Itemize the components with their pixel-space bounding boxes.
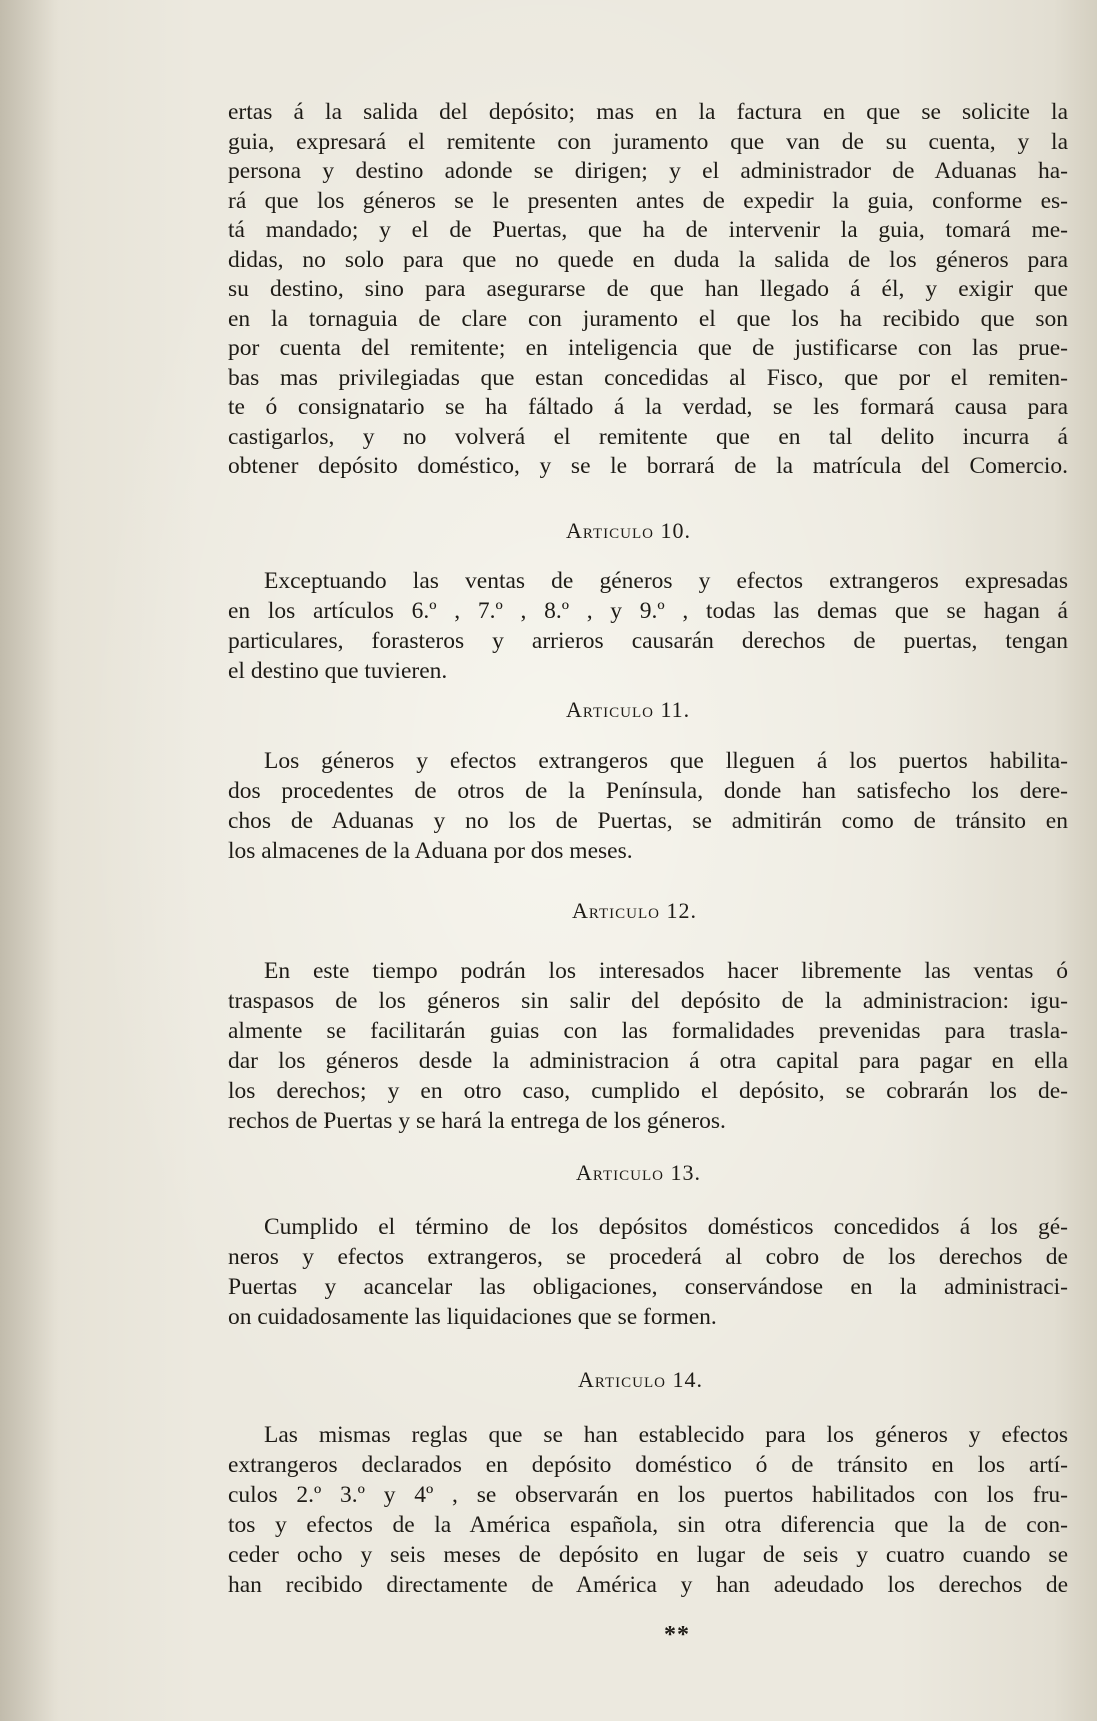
intro-line: guia, expresará el remitente con juramento que van de su cuenta, y la — [228, 128, 1068, 155]
article-line: en los artículos 6.º , 7.º , 8.º , y 9.º , todas las demas que se hagan á — [228, 598, 1068, 624]
intro-line: didas, no solo para que no quede en duda la salida de los géneros para — [228, 246, 1068, 273]
article-line: almente se facilitarán guias con las formalidades prevenidas para trasla- — [228, 1018, 1068, 1044]
page-edge-shadow — [0, 0, 60, 1721]
article-10-body — [228, 566, 1068, 686]
article-line: culos 2.º 3.º y 4º , se observarán en los puertos habilitados con los fru- — [228, 1482, 1068, 1508]
article-line: Cumplido el término de los depósitos domésticos concedidos á los gé- — [264, 1214, 1068, 1240]
intro-line: rá que los géneros se le presenten antes de expedir la guia, conforme es- — [228, 187, 1068, 214]
article-line: traspasos de los géneros sin salir del depósito de la administracion: igu- — [228, 988, 1068, 1014]
article-12-body — [228, 956, 1068, 1136]
intro-line: bas mas privilegiadas que estan concedidas al Fisco, que por el remiten- — [228, 364, 1068, 391]
catchword: ** — [664, 1622, 690, 1648]
article-13-heading: Articulo 13. — [576, 1160, 701, 1185]
article-line: rechos de Puertas y se hará la entrega de los géneros. — [228, 1108, 726, 1134]
article-line: dos procedentes de otros de la Península, donde han satisfecho los dere- — [228, 778, 1068, 804]
article-line: los almacenes de la Aduana por dos meses. — [228, 838, 633, 864]
article-line: Puertas y acancelar las obligaciones, conservándose en la administraci- — [228, 1274, 1068, 1300]
intro-paragraph — [228, 98, 1068, 482]
intro-line: persona y destino adonde se dirigen; y el administrador de Aduanas ha- — [228, 158, 1068, 184]
intro-line: tá mandado; y el de Puertas, que ha de intervenir la guia, tomará me- — [228, 217, 1068, 243]
intro-line: en la tornaguia de clare con juramento el que los ha recibido que son — [228, 305, 1068, 332]
article-line: Exceptuando las ventas de géneros y efectos extrangeros expresadas — [264, 568, 1068, 594]
article-line: los derechos; y en otro caso, cumplido el depósito, se cobrarán los de- — [228, 1078, 1068, 1104]
intro-line: te ó consignatario se ha fáltado á la verdad, se les formará causa para — [228, 394, 1068, 420]
article-line: han recibido directamente de América y han adeudado los derechos de — [228, 1572, 1068, 1598]
article-line: En este tiempo podrán los interesados hacer libremente las ventas ó — [264, 958, 1068, 984]
article-line: dar los géneros desde la administracion á otra capital para pagar en ella — [228, 1048, 1068, 1074]
intro-line: ertas á la salida del depósito; mas en la factura en que se solicite la — [228, 99, 1068, 125]
article-10-heading: Articulo 10. — [566, 518, 691, 543]
article-12-heading: Articulo 12. — [572, 898, 697, 923]
article-line: tos y efectos de la América española, sin otra diferencia que la de con- — [228, 1512, 1068, 1538]
article-line: on cuidadosamente las liquidaciones que se formen. — [228, 1304, 717, 1330]
article-line: Los géneros y efectos extrangeros que lleguen á los puertos habilita- — [264, 748, 1068, 774]
intro-line: castigarlos, y no volverá el remitente que en tal delito incurra á — [228, 423, 1068, 450]
article-14-body — [228, 1420, 1068, 1600]
article-11-body — [228, 746, 1068, 866]
article-line: extrangeros declarados en depósito doméstico ó de tránsito en los artí- — [228, 1452, 1068, 1478]
intro-line: por cuenta del remitente; en inteligencia que de justificarse con las prue- — [228, 335, 1068, 361]
article-13-body — [228, 1212, 1068, 1332]
article-line: el destino que tuvieren. — [228, 658, 448, 684]
article-line: particulares, forasteros y arrieros causarán derechos de puertas, tengan — [228, 628, 1068, 654]
article-11-heading: Articulo 11. — [566, 697, 691, 722]
article-line: chos de Aduanas y no los de Puertas, se admitirán como de tránsito en — [228, 808, 1068, 834]
article-line: ceder ocho y seis meses de depósito en lugar de seis y cuatro cuando se — [228, 1542, 1068, 1568]
intro-line: su destino, sino para asegurarse de que han llegado á él, y exigir que — [228, 276, 1068, 302]
article-line: neros y efectos extrangeros, se procederá al cobro de los derechos de — [228, 1244, 1068, 1270]
article-line: Las mismas reglas que se han establecido para los géneros y efectos — [264, 1422, 1068, 1448]
article-14-heading: Articulo 14. — [578, 1367, 703, 1392]
intro-line: obtener depósito doméstico, y se le borrará de la matrícula del Comercio. — [228, 453, 1068, 479]
